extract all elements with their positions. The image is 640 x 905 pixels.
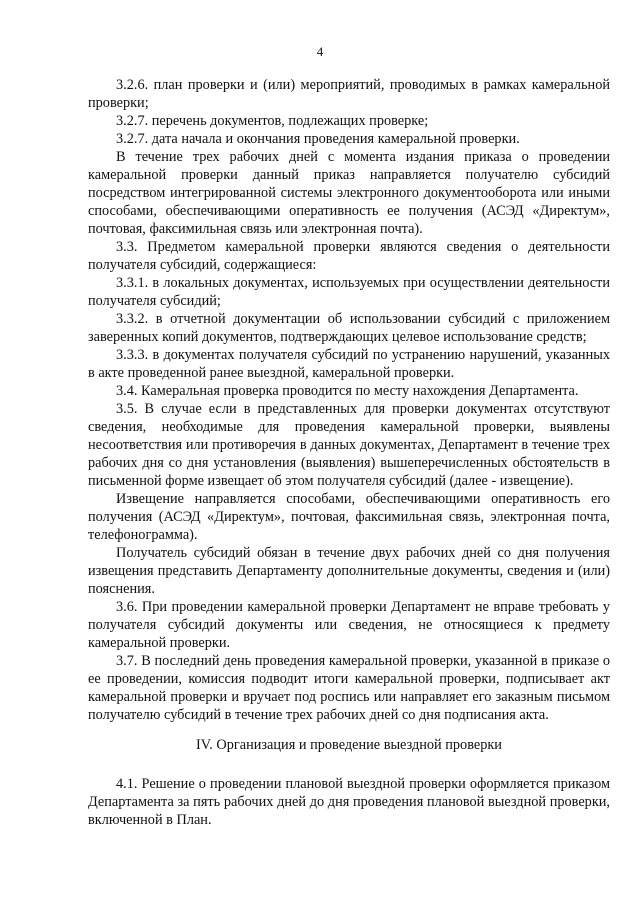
document-body: [88, 76, 610, 829]
paragraph-3-2-6: 3.2.6. план проверки и (или) мероприятий, проводимых в рамках камеральной проверки;: [88, 77, 610, 111]
paragraph-recipient-obligation: Получатель субсидий обязан в течение двух рабочих дней со дня получения извещения представить Департаменту дополнительные документы, сведения и (или) пояснения.: [88, 545, 610, 597]
paragraph-3-6: 3.6. При проведении камеральной проверки Департамент не вправе требовать у получателя субсидий документы или сведения, не относящиеся к предмету камеральной проверки.: [88, 599, 610, 651]
section-heading: IV. Организация и проведение выездной проверки: [196, 737, 502, 753]
paragraph-3-3-1: 3.3.1. в локальных документах, используемых при осуществлении деятельности получателя субсидий;: [88, 275, 610, 309]
paragraph-3-3-2: 3.3.2. в отчетной документации об использовании субсидий с приложением заверенных копий документов, подтверждающих целевое использование средств;: [88, 311, 610, 345]
paragraph-3-7: 3.7. В последний день проведения камеральной проверки, указанной в приказе о ее проведении, комиссия подводит итоги камеральной проверки, подписывает акт камеральной проверки и вручает под роспись или направляет его заказным письмом получателю субсидий в течение трех рабочих дней со дня подписания акта.: [88, 653, 610, 723]
paragraph-3-3: 3.3. Предметом камеральной проверки являются сведения о деятельности получателя субсидий, содержащиеся:: [88, 239, 610, 273]
paragraph-notice-methods: Извещение направляется способами, обеспечивающими оперативность его получения (АСЭД «Директум», почтовая, факсимильная связь, электронная почта, телефонограмма).: [88, 491, 610, 543]
paragraph-3-5: 3.5. В случае если в представленных для проверки документах отсутствуют сведения, необходимые для проведения камеральной проверки, выявлены несоответствия или противоречия в данных документах, Департамент в течение трех рабочих дня со дня установления (выявления) вышеперечисленных обстоятельств в письменной форме извещает об этом получателя субсидий (далее - извещение).: [88, 401, 610, 489]
paragraph-3-2-7-documents: 3.2.7. перечень документов, подлежащих проверке;: [116, 113, 429, 129]
paragraph-order-delivery: В течение трех рабочих дней с момента издания приказа о проведении камеральной проверки данный приказ направляется получателю субсидий посредством интегрированной системы электронного документооборота или иными способами, обеспечивающими оперативность ее получения (АСЭД «Директум», почтовая, факсимильная связь или электронная почта).: [88, 149, 610, 237]
paragraph-3-2-7-dates: 3.2.7. дата начала и окончания проведения камеральной проверки.: [116, 131, 520, 147]
page-number: 4: [316, 44, 324, 59]
paragraph-3-3-3: 3.3.3. в документах получателя субсидий по устранению нарушений, указанных в акте проведенной ранее выездной, камеральной проверки.: [88, 347, 610, 381]
paragraph-3-4: 3.4. Камеральная проверка проводится по месту нахождения Департамента.: [116, 383, 579, 399]
paragraph-4-1: 4.1. Решение о проведении плановой выездной проверки оформляется приказом Департамента за пять рабочих дней до дня проведения плановой выездной проверки, включенной в План.: [88, 776, 610, 828]
